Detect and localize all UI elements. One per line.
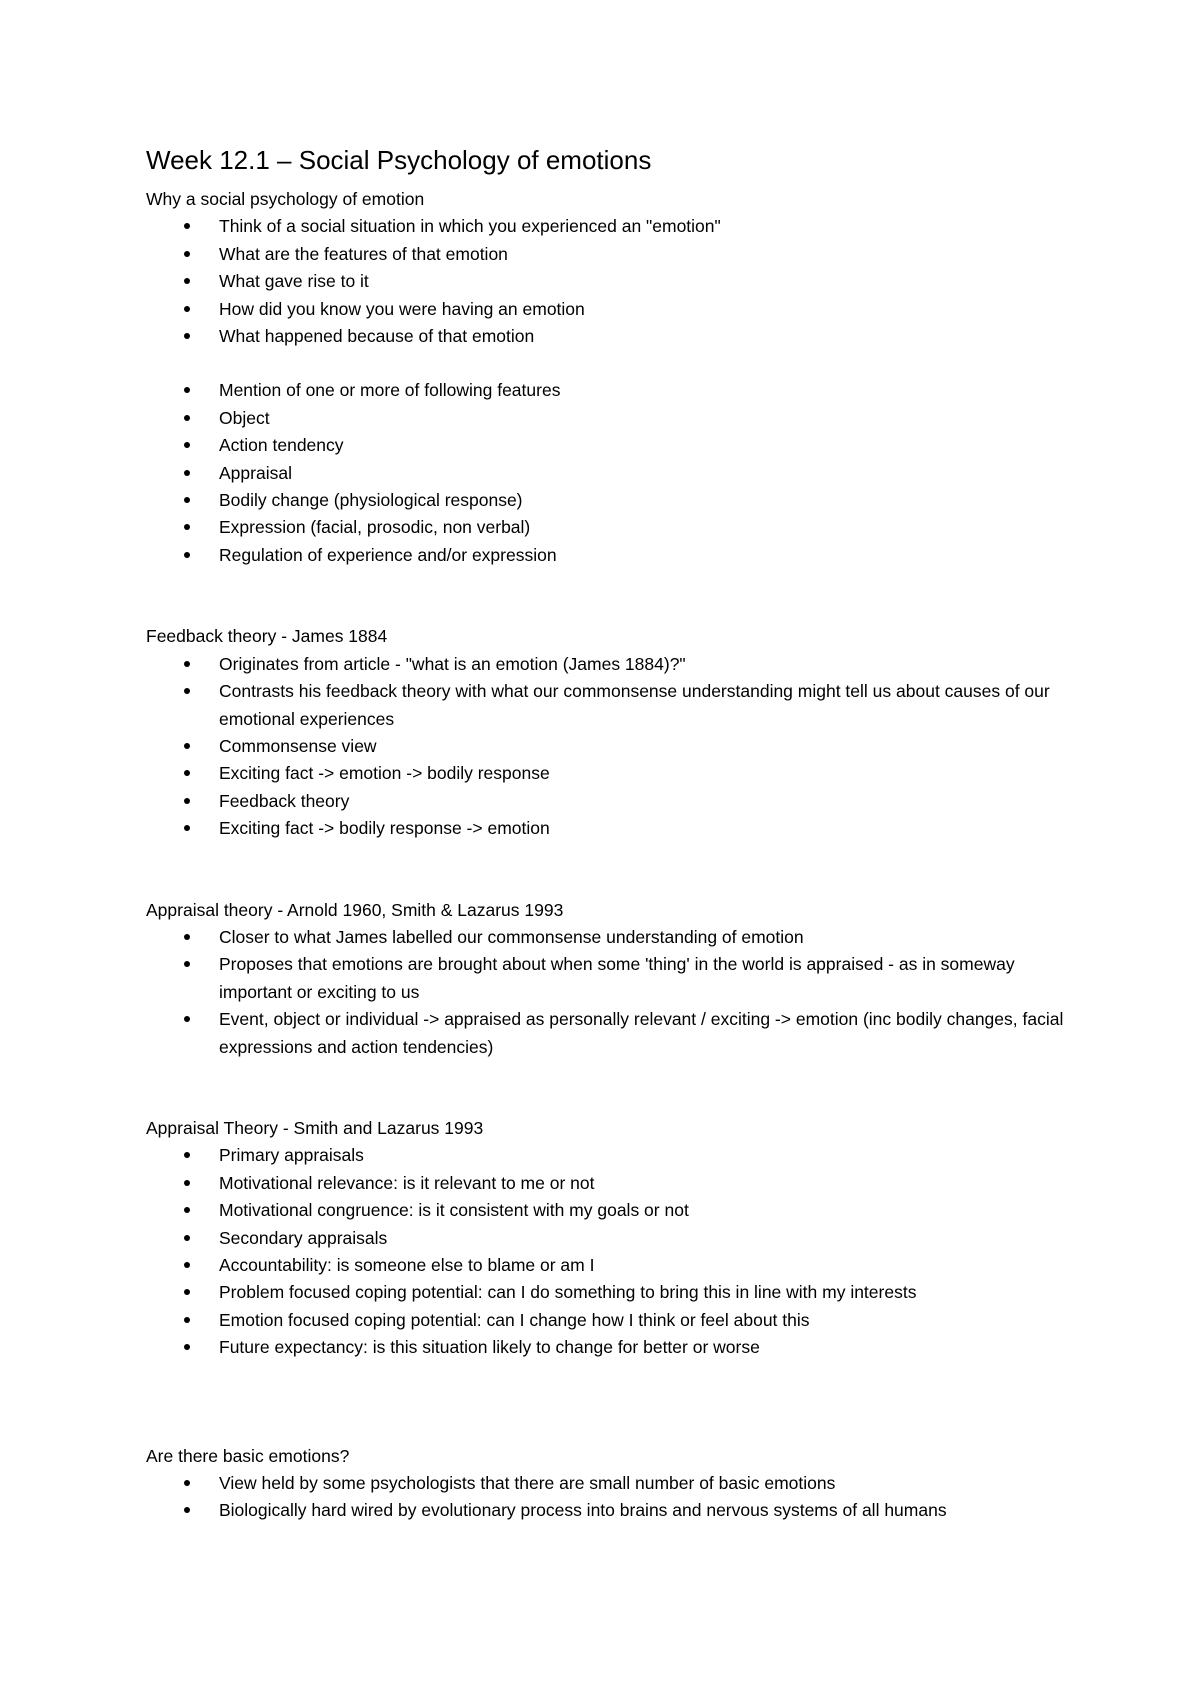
list-item (219, 213, 1066, 240)
bullet-list (146, 924, 1066, 1061)
list-item (219, 951, 1066, 1006)
list-item-text: Motivational relevance: is it relevant to me or not (219, 1172, 595, 1193)
list-item (219, 1334, 1066, 1361)
bullet-icon (184, 770, 190, 776)
bullet-icon (184, 688, 190, 694)
list-item-text: What are the features of that emotion (219, 243, 508, 264)
list-item-text: Secondary appraisals (219, 1227, 388, 1248)
bullet-icon (184, 552, 190, 558)
bullet-icon (184, 251, 190, 257)
bullet-icon (184, 387, 190, 393)
bullet-icon (184, 1480, 190, 1486)
list-item-text: Bodily change (physiological response) (219, 490, 523, 511)
section-appraisal-theory-arnold (146, 897, 1066, 1061)
list-item (219, 1170, 1066, 1197)
list-item-text: Future expectancy: is this situation likely to change for better or worse (219, 1337, 760, 1358)
list-item-text: Mention of one or more of following features (219, 380, 561, 401)
bullet-list (146, 377, 1066, 569)
list-item (219, 1497, 1066, 1524)
list-item-text: Problem focused coping potential: can I do something to bring this in line with my interests (219, 1282, 917, 1303)
list-item (219, 651, 1066, 678)
list-item (219, 1142, 1066, 1169)
section-appraisal-theory-smith-lazarus (146, 1115, 1066, 1362)
bullet-icon (184, 497, 190, 503)
list-item-text: Expression (facial, prosodic, non verbal) (219, 517, 531, 538)
list-item (219, 268, 1066, 295)
bullet-icon (184, 1152, 190, 1158)
bullet-icon (184, 1344, 190, 1350)
bullet-list (146, 1142, 1066, 1361)
list-item-text: Motivational congruence: is it consistent with my goals or not (219, 1200, 689, 1221)
bullet-icon (184, 1180, 190, 1186)
list-item (219, 542, 1066, 569)
bullet-icon (184, 306, 190, 312)
list-item (219, 296, 1066, 323)
list-item (219, 788, 1066, 815)
list-item (219, 460, 1066, 487)
list-item-text: Event, object or individual -> appraised as personally relevant / exciting -> emotion (inc bodily changes, facial expressions and action tendencies) (219, 1009, 1064, 1057)
section-spacer (146, 569, 1066, 623)
list-item-text: What gave rise to it (219, 271, 369, 292)
bullet-icon (184, 1262, 190, 1268)
list-item (219, 432, 1066, 459)
bullet-icon (184, 1016, 190, 1022)
bullet-icon (184, 1317, 190, 1323)
list-item (219, 924, 1066, 951)
bullet-icon (184, 223, 190, 229)
bullet-icon (184, 470, 190, 476)
bullet-icon (184, 825, 190, 831)
bullet-icon (184, 934, 190, 940)
list-item (219, 678, 1066, 733)
bullet-icon (184, 1235, 190, 1241)
list-item-text: Exciting fact -> emotion -> bodily response (219, 763, 550, 784)
section-heading: Why a social psychology of emotion (146, 189, 425, 209)
bullet-icon (184, 743, 190, 749)
list-item-text: Object (219, 407, 270, 428)
list-item (219, 1252, 1066, 1279)
paragraph-spacer (146, 350, 1066, 377)
list-item-text: Appraisal (219, 462, 292, 483)
list-item-text: Think of a social situation in which you experienced an "emotion" (219, 216, 721, 237)
list-item (219, 815, 1066, 842)
section-spacer (146, 1061, 1066, 1115)
list-item (219, 1470, 1066, 1497)
bullet-icon (184, 1507, 190, 1513)
bullet-icon (184, 661, 190, 667)
list-item-text: Biologically hard wired by evolutionary process into brains and nervous systems of all humans (219, 1500, 947, 1521)
section-heading: Are there basic emotions? (146, 1445, 350, 1466)
bullet-icon (184, 278, 190, 284)
list-item-text: Action tendency (219, 435, 344, 456)
list-item-text: Feedback theory (219, 790, 350, 811)
document-body (146, 138, 1066, 1525)
section-spacer (146, 843, 1066, 897)
list-item (219, 514, 1066, 541)
list-item (219, 487, 1066, 514)
bullet-icon (184, 524, 190, 530)
section-heading: Feedback theory - James 1884 (146, 626, 388, 647)
list-item-text: Proposes that emotions are brought about when some 'thing' in the world is appraised - as in someway important or exciting to us (219, 954, 1015, 1002)
bullet-icon (184, 961, 190, 967)
bullet-list (146, 651, 1066, 843)
list-item-text: Regulation of experience and/or expression (219, 544, 557, 565)
list-item-text: Accountability: is someone else to blame or am I (219, 1255, 595, 1275)
list-item (219, 323, 1066, 350)
bullet-icon (184, 442, 190, 448)
section-heading: Appraisal theory - Arnold 1960, Smith & Lazarus 1993 (146, 899, 564, 920)
list-item-text: Primary appraisals (219, 1145, 364, 1166)
list-item-text: Exciting fact -> bodily response -> emotion (219, 818, 550, 839)
list-item-text: How did you know you were having an emotion (219, 298, 585, 319)
section-feedback-theory (146, 623, 1066, 842)
section-why-social-psychology (146, 186, 1066, 569)
list-item-text: Closer to what James labelled our commonsense understanding of emotion (219, 926, 804, 947)
bullet-icon (184, 415, 190, 421)
bullet-list (146, 1470, 1066, 1525)
page-title: Week 12.1 – Social Psychology of emotions (146, 145, 652, 175)
list-item (219, 1225, 1066, 1252)
bullet-icon (184, 1207, 190, 1213)
section-heading: Appraisal Theory - Smith and Lazarus 1993 (146, 1117, 484, 1138)
section-basic-emotions (146, 1443, 1066, 1525)
list-item-text: What happened because of that emotion (219, 326, 535, 347)
bullet-icon (184, 333, 190, 339)
bullet-list (146, 213, 1066, 350)
list-item (219, 405, 1066, 432)
list-item (219, 760, 1066, 787)
section-spacer (146, 1362, 1066, 1443)
bullet-icon (184, 1289, 190, 1295)
list-item (219, 241, 1066, 268)
list-item-text: Emotion focused coping potential: can I change how I think or feel about this (219, 1309, 810, 1330)
bullet-icon (184, 798, 190, 804)
list-item (219, 377, 1066, 404)
list-item-text: Originates from article - "what is an emotion (James 1884)?" (219, 653, 686, 674)
list-item-text: Contrasts his feedback theory with what our commonsense understanding might tell us about causes of our emotional experiences (219, 681, 1050, 729)
list-item (219, 733, 1066, 760)
list-item (219, 1006, 1066, 1061)
list-item (219, 1279, 1066, 1306)
list-item-text: View held by some psychologists that there are small number of basic emotions (219, 1473, 836, 1494)
list-item (219, 1307, 1066, 1334)
list-item (219, 1197, 1066, 1224)
list-item-text: Commonsense view (219, 735, 377, 756)
